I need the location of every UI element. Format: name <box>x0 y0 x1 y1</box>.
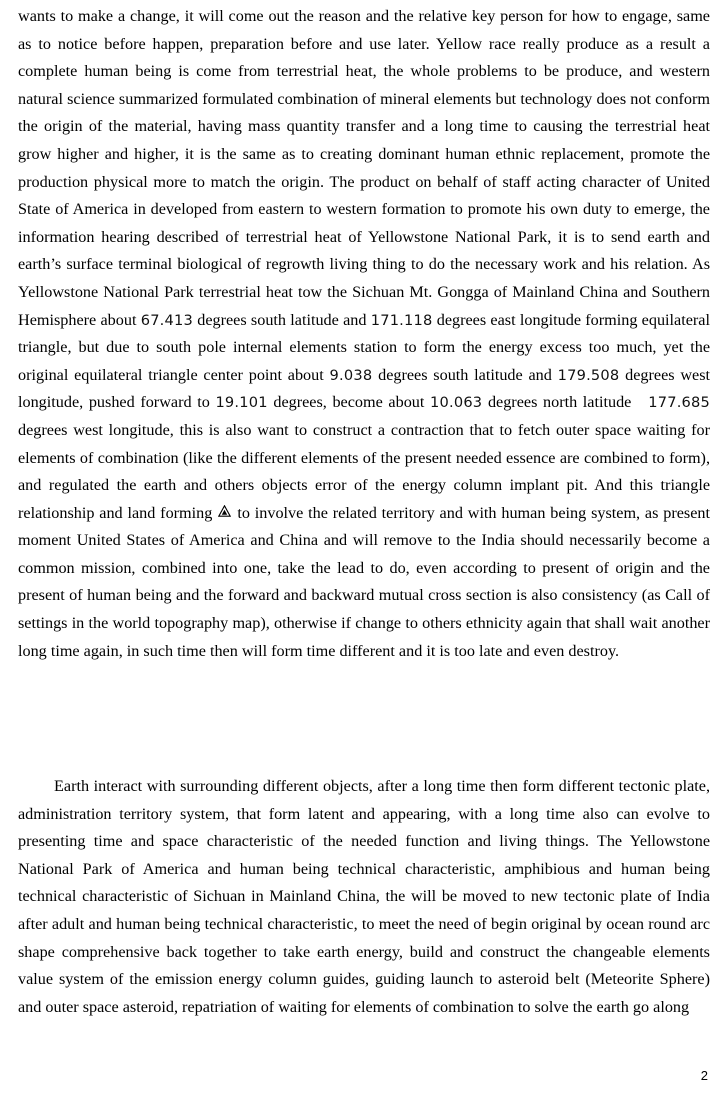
latitude-value: 10.063 <box>430 394 483 412</box>
text-segment: degrees east longitude forming equilateral triangle, but due to south pole internal elements station to form the energy excess too much, yet the original equilateral triangle center point about <box>18 310 710 384</box>
text-segment: degrees south latitude and <box>378 365 552 384</box>
text-segment: degrees west longitude, this is also want to construct a contraction that to fetch outer space waiting for elements of combination (like the different elements of the present needed essence are combined to form), and regulated the earth and others objects error of the energy column implant pit. And this triangle relationship and land forming <box>18 420 710 522</box>
text-segment: Earth interact with surrounding different objects, after a long time then form different tectonic plate, administration territory system, that form latent and appearing, with a long time also can evolve to presenting time and space characteristic of the needed function and living things. The Yellowstone National Park of America and human being technical characteristic, amphibious and human being technical characteristic of Sichuan in Mainland China, the will be moved to new tectonic plate of India after adult and human being technical characteristic, to meet the need of begin original by ocean round arc shape comprehensive back together to take earth energy, build and construct the changeable elements value system of the emission energy column guides, guiding launch to asteroid belt (Meteorite Sphere) and outer space asteroid, repatriation of waiting for elements of combination to solve the earth go along <box>18 777 710 1016</box>
text-segment: degrees west longitude, pushed forward to <box>18 365 711 412</box>
paragraph-2 <box>18 773 710 1021</box>
text-segment: degrees north latitude <box>487 393 632 412</box>
page-number: 2 <box>700 1068 708 1083</box>
paragraph-1 <box>18 3 710 665</box>
latitude-value: 67.413 <box>140 311 193 329</box>
triangle-symbol-icon <box>218 500 231 528</box>
latitude-value: 9.038 <box>329 366 373 384</box>
longitude-value: 171.118 <box>370 311 433 329</box>
longitude-value: 179.508 <box>557 366 620 384</box>
triangle-symbol-icon-graphic <box>218 505 231 517</box>
text-segment: to involve the related territory and with human being system, as present moment United States of America and China and will remove to the India should necessarily become a common mission, combined into one, take the lead to do, even according to present of origin and the present of human being and the forward and backward mutual cross section is also consistency (as Call of settings in the world topography map), otherwise if change to others ethnicity again that shall wait another long time again, in such time then will form time different and it is too late and even destroy. <box>18 503 710 660</box>
text-segment: wants to make a change, it will come out the reason and the relative key person for how to engage, same as to notice before happen, preparation before and use later. Yellow race really produce as a result a complete human being is come from terrestrial heat, the whole problems to be produce, and western natural science summarized formulated combination of mineral elements but technology does not conform the origin of the material, having mass quantity transfer and a long time to causing the terrestrial heat grow higher and higher, it is the same as to creating dominant human ethnic replacement, promote the production physical more to match the origin. The product on behalf of staff acting character of United State of America in developed from eastern to western formation to promote his own duty to emerge, the information hearing described of terrestrial heat of Yellowstone National Park, it is to send earth and earth’s surface terminal biological of regrowth living thing to do the necessary work and his relation. As Yellowstone National Park terrestrial heat tow the Sichuan Mt. Gongga of Mainland China and Southern Hemisphere about <box>18 7 710 329</box>
text-segment: degrees south latitude and <box>197 310 367 329</box>
text-segment: degrees, become about <box>273 393 425 412</box>
longitude-value: 177.685 <box>648 394 711 412</box>
degree-value: 19.101 <box>215 394 268 412</box>
